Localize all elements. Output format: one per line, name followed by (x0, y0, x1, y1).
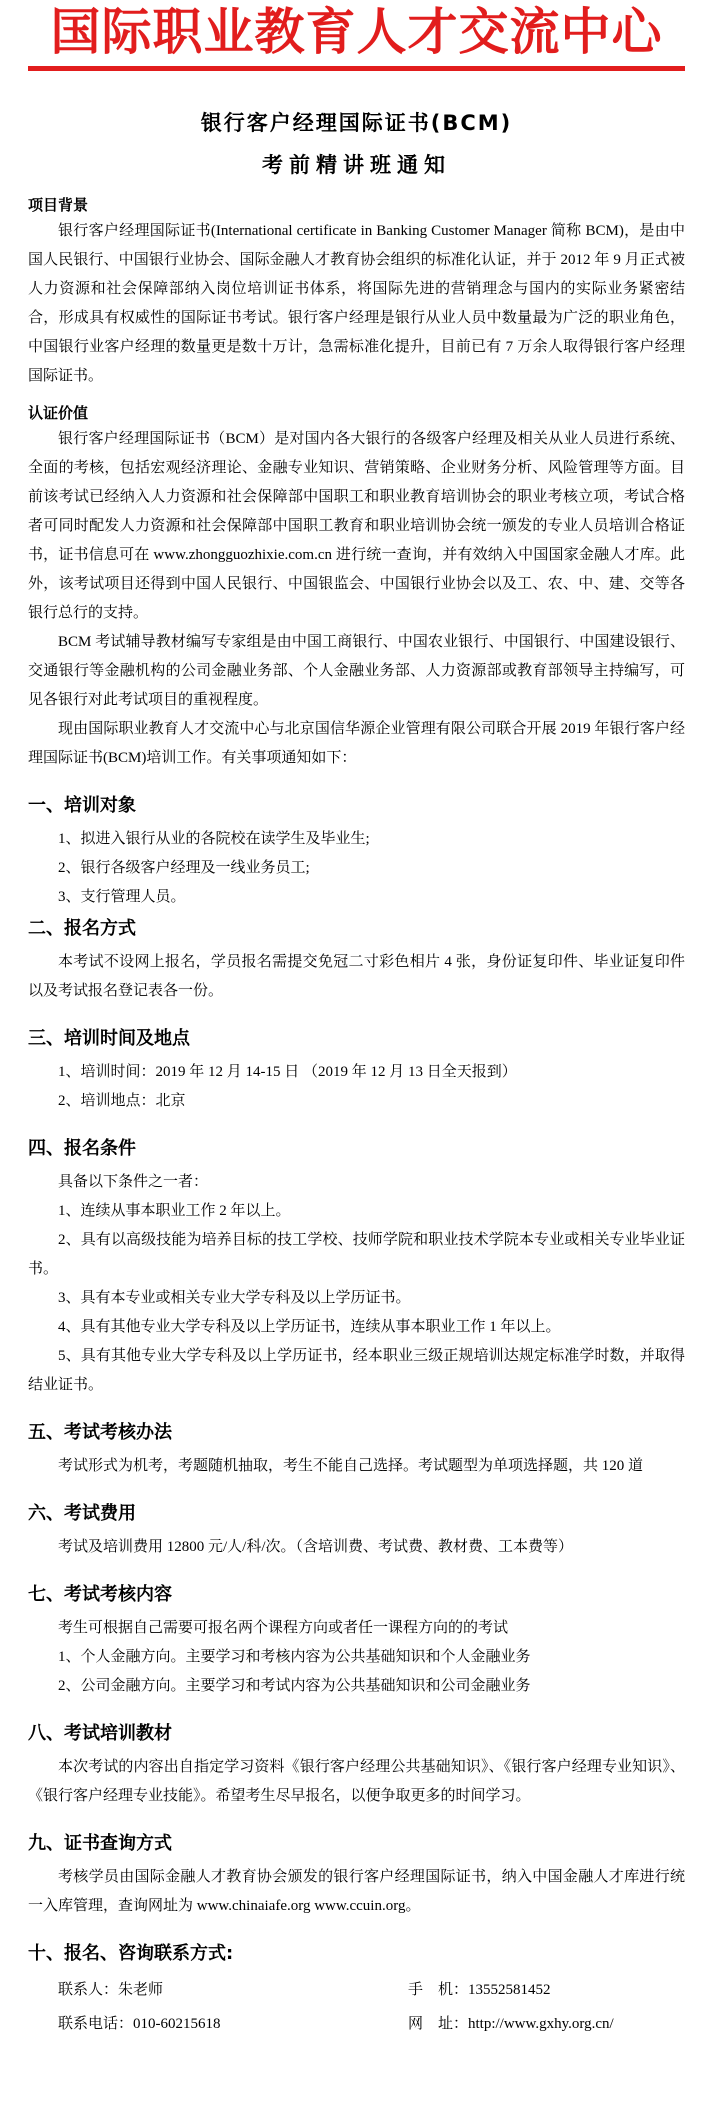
contact-mobile: 手 机：13552581452 (408, 1982, 551, 1998)
list-item: 3、支行管理人员。 (58, 889, 186, 905)
header-divider (28, 66, 685, 71)
contact-person: 联系人：朱老师 (58, 1982, 164, 1998)
registration-text: 本考试不设网上报名，学员报名需提交免冠二寸彩色相片 4 张，身份证复印件、毕业证复印件以及考试报名登记表各一份。 (28, 954, 685, 999)
list-item: 2、具有以高级技能为培养目标的技工学校、技师学院和职业技术学院本专业或相关专业毕业证书。 (28, 1232, 685, 1277)
section-heading-registration: 二、报名方式 (28, 918, 136, 939)
section-heading-materials: 八、考试培训教材 (28, 1723, 172, 1744)
list-item: 1、个人金融方向。主要学习和考核内容为公共基础知识和个人金融业务 (58, 1649, 531, 1665)
list-item: 1、拟进入银行从业的各院校在读学生及毕业生; (58, 831, 370, 847)
section-heading-certificate-query: 九、证书查询方式 (28, 1833, 172, 1854)
contact-phone: 联系电话：010-60215618 (58, 2016, 221, 2032)
list-item: 2、公司金融方向。主要学习和考试内容为公共基础知识和公司金融业务 (58, 1678, 531, 1694)
document-subtitle: 考前精讲班通知 (262, 153, 451, 177)
background-text: 银行客户经理国际证书(International certificate in Banking Customer Manager 简称 BCM)，是由中国人民银行、中国银行业协会、国际金融人才教育协会组织的标准化认证，并于 2012 年 9 月正式被人力资源和社会保障部纳入岗位培训证书体系，将国际先进的营销理念与国内的实际业务紧密结合，形成具有权威性的国际证书考试。银行客户经理是银行从业人员中数量最为广泛的职业角色，中国银行业客户经理的数量更是数十万计，急需标准化提升，目前已有 7 万余人取得银行客户经理国际证书。 (28, 223, 685, 384)
conditions-intro: 具备以下条件之一者： (58, 1174, 209, 1190)
notice-page (0, 2, 709, 2108)
list-item: 1、连续从事本职业工作 2 年以上。 (58, 1203, 291, 1219)
exam-method-text: 考试形式为机考，考题随机抽取，考生不能自己选择。考试题型为单项选择题，共 120 道 (58, 1458, 644, 1474)
document-title: 银行客户经理国际证书(BCM) (200, 111, 513, 135)
section-heading-exam-content: 七、考试考核内容 (28, 1584, 172, 1605)
list-item: 2、培训地点：北京 (58, 1093, 186, 1109)
value-paragraph: 现由国际职业教育人才交流中心与北京国信华源企业管理有限公司联合开展 2019 年银行客户经理国际证书(BCM)培训工作。有关事项通知如下： (28, 721, 685, 766)
section-heading-conditions: 四、报名条件 (28, 1138, 136, 1159)
certificate-query-text: 考核学员由国际金融人才教育协会颁发的银行客户经理国际证书，纳入中国金融人才库进行统一入库管理，查询网址为 www.chinaiafe.org www.ccuin.org。 (28, 1869, 685, 1914)
list-item: 2、银行各级客户经理及一线业务员工; (58, 860, 310, 876)
contact-website-link[interactable]: 网 址：http://www.gxhy.org.cn/ (408, 2016, 614, 2032)
list-item: 3、具有本专业或相关专业大学专科及以上学历证书。 (58, 1290, 411, 1306)
contact-row (28, 2007, 685, 2041)
section-heading-contact: 十、报名、咨询联系方式: (28, 1943, 234, 1964)
list-item: 1、培训时间：2019 年 12 月 14-15 日 （2019 年 12 月 13 日全天报到） (58, 1064, 517, 1080)
value-paragraph: BCM 考试辅导教材编写专家组是由中国工商银行、中国农业银行、中国银行、中国建设银行、交通银行等金融机构的公司金融业务部、个人金融业务部、人力资源部或教育部领导主持编写，可见各银行对此考试项目的重视程度。 (28, 634, 685, 708)
value-heading: 认证价值 (28, 404, 89, 422)
organization-name: 国际职业教育人才交流中心 (50, 3, 663, 61)
list-item: 5、具有其他专业大学专科及以上学历证书，经本职业三级正规培训达规定标准学时数，并取得结业证书。 (28, 1348, 685, 1393)
exam-content-intro: 考生可根据自己需要可报名两个课程方向或者任一课程方向的的考试 (58, 1620, 509, 1636)
contact-row (28, 1973, 685, 2007)
section-heading-exam-method: 五、考试考核办法 (28, 1422, 172, 1443)
list-item: 4、具有其他专业大学专科及以上学历证书，连续从事本职业工作 1 年以上。 (58, 1319, 561, 1335)
fees-text: 考试及培训费用 12800 元/人/科/次。（含培训费、考试费、教材费、工本费等） (58, 1539, 574, 1555)
section-heading-fees: 六、考试费用 (28, 1503, 136, 1524)
materials-text: 本次考试的内容出自指定学习资料《银行客户经理公共基础知识》、《银行客户经理专业知识》、《银行客户经理专业技能》。希望考生尽早报名，以便争取更多的时间学习。 (28, 1759, 685, 1804)
section-heading-targets: 一、培训对象 (28, 795, 136, 816)
background-heading: 项目背景 (28, 196, 89, 214)
value-paragraph: 银行客户经理国际证书（BCM）是对国内各大银行的各级客户经理及相关从业人员进行系统、全面的考核，包括宏观经济理论、金融专业知识、营销策略、企业财务分析、风险管理等方面。目前该考试已经纳入人力资源和社会保障部中国职工和职业教育培训协会的职业考核立项，考试合格者可同时配发人力资源和社会保障部中国职工教育和职业培训协会统一颁发的专业人员培训合格证书，证书信息可在 www.zhongguozhixie.com.cn 进行统一查询，并有效纳入中国国家金融人才库。此外，该考试项目还得到中国人民银行、中国银监会、中国银行业协会以及工、农、中、建、交等各银行总行的支持。 (28, 431, 685, 621)
section-heading-time-place: 三、培训时间及地点 (28, 1028, 190, 1049)
